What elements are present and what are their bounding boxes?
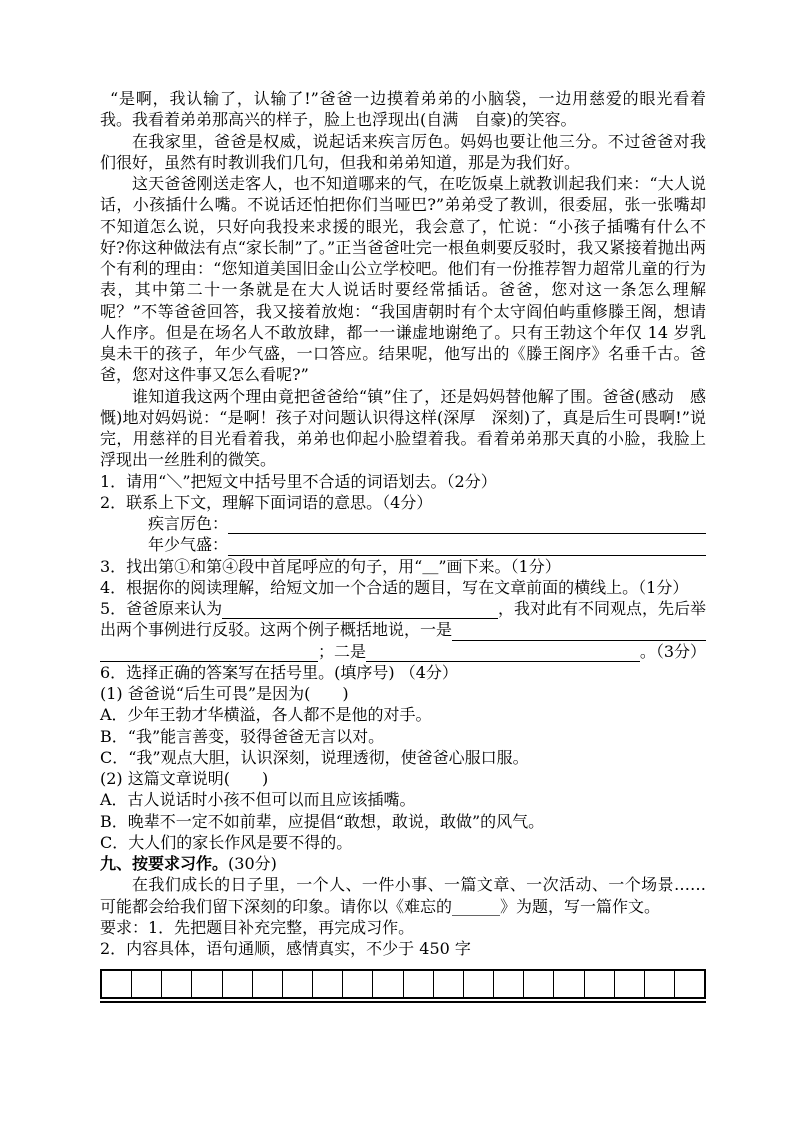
question-6-1-option-a: A．少年王勃才华横溢，各人都不是他的对手。 [100, 705, 432, 725]
section-9-requirement-2: 2．内容具体，语句通顺，感情真实，不少于 450 字 [100, 939, 471, 958]
question-5-text: 出两个事例进行反驳。这两个例子概括地说，一是 [100, 620, 453, 640]
grid-cell[interactable] [102, 971, 132, 997]
grid-cell[interactable] [524, 971, 554, 997]
term-label: 疾言厉色： [148, 514, 229, 533]
composition-writing-grid [100, 969, 706, 1003]
question-6-1-option-c: C．“我”观点大胆，认识深刻，说理透彻，使爸爸心服口服。 [100, 747, 529, 767]
grid-cell[interactable] [434, 971, 464, 997]
grid-cell[interactable] [464, 971, 494, 997]
grid-cell[interactable] [404, 971, 434, 997]
question-6-1-stem: (1) 爸爸说“后生可畏”是因为( ) [100, 684, 349, 703]
question-5-line-2 [100, 619, 706, 640]
passage-paragraph-3: 这天爸爸刚送走客人，也不知道哪来的气，在吃饭桌上就教训起我们来：“大人说话，小孩插什么嘴。不说话还怕把你们当哑巴?”弟弟受了教训，很委屈，张一张嘴却不知道怎么说，只好向我投来求援的眼光，我会意了，忙说：“小孩子插嘴有什么不好?你这种做法有点“家长制”了。”正当爸爸吐完一根鱼刺要反驳时，我又紧接着抛出两个有利的理由：“您知道美国旧金山公立学校吧。他们有一份推荐智力超常儿童的行为表，其中第二十一条就是在大人说话时要经常插话。爸爸，您对这一条怎么理解呢？”不等爸爸回答，我又接着放炮：“我国唐朝时有个太守阎伯屿重修滕王阁，想请人作序。但是在场名人不敢放肆，都一一谦虚地谢绝了。只有王勃这个年仅 14 岁乳臭未干的孩子，年少气盛，一口答应。结果呢，他写出的《滕王阁序》名垂千古。爸爸，您对这件事又怎么看呢?” [100, 174, 706, 385]
writing-grid-next-row-edge [100, 999, 706, 1003]
grid-cell[interactable] [283, 971, 313, 997]
grid-cell[interactable] [494, 971, 524, 997]
section-9-requirement-1: 要求：1．先把题目补充完整，再完成习作。 [100, 917, 415, 937]
question-3: 3．找出第①和第④段中首尾呼应的句子，用“＿”画下来。（1分） [100, 556, 561, 576]
question-1: 1．请用“＼”把短文中括号里不合适的词语划去。（2分） [100, 471, 497, 491]
question-5-line-1 [100, 598, 706, 619]
answer-blank[interactable] [222, 598, 498, 619]
question-6-1-option-b: B．“我”能言善变，驳得爸爸无言以对。 [100, 726, 385, 746]
answer-blank[interactable] [452, 619, 706, 640]
section-9-score: (30分) [228, 854, 277, 873]
grid-cell[interactable] [223, 971, 253, 997]
grid-cell[interactable] [192, 971, 222, 997]
passage-paragraph-2: 在我家里，爸爸是权威，说起话来疾言厉色。妈妈也要让他三分。不过爸爸对我们很好，虽然有时教训我们几句，但我和弟弟知道，那是为我们好。 [100, 131, 706, 172]
grid-cell[interactable] [343, 971, 373, 997]
passage-paragraph-1: “是啊，我认输了，认输了!”爸爸一边摸着弟弟的小脑袋，一边用慈爱的眼光看着我。我看着弟弟那高兴的样子，脸上也浮现出(自满 自豪)的笑容。 [100, 89, 706, 130]
question-4: 4．根据你的阅读理解，给短文加一个合适的题目，写在文章前面的横线上。（1分） [100, 577, 689, 597]
question-5-text: 。（3分） [639, 641, 706, 661]
answer-blank[interactable] [228, 534, 706, 555]
grid-cell[interactable] [554, 971, 584, 997]
page-content [100, 88, 706, 1003]
passage-paragraph-4: 谁知道我这两个理由竟把爸爸给“镇”住了，还是妈妈替他解了围。爸爸(感动 感慨)地对妈妈说：“是啊！孩子对问题认识得这样(深厚 深刻)了，真是后生可畏啊!”说完，用慈祥的目光看着我，弟弟也仰起小脸望着我。看着弟弟那天真的小脸，我脸上浮现出一丝胜利的微笑。 [100, 386, 706, 470]
question-2-term-1 [100, 513, 706, 534]
question-6-2-option-c: C．大人们的家长作风是要不得的。 [100, 832, 353, 852]
question-6-2-option-b: B．晚辈不一定不如前辈，应提倡“敢想，敢说，敢做”的风气。 [100, 811, 545, 831]
question-5-text: ，我对此有不同观点，先后举 [497, 599, 706, 618]
question-6-2-option-a: A．古人说话时小孩不但可以而且应该插嘴。 [100, 790, 416, 810]
section-9-heading [100, 853, 706, 874]
grid-cell[interactable] [675, 971, 704, 997]
grid-cell[interactable] [132, 971, 162, 997]
question-2: 2．联系上下文，理解下面词语的意思。（4分） [100, 492, 433, 512]
grid-cell[interactable] [162, 971, 192, 997]
question-5-text: 5．爸爸原来认为 [100, 599, 223, 618]
question-2-term-2 [100, 534, 706, 555]
grid-cell[interactable] [373, 971, 403, 997]
answer-blank[interactable] [100, 641, 318, 662]
question-5-line-3 [100, 641, 706, 662]
grid-cell[interactable] [585, 971, 615, 997]
grid-cell[interactable] [313, 971, 343, 997]
grid-cell[interactable] [253, 971, 283, 997]
writing-grid-row [100, 969, 706, 999]
answer-blank[interactable] [228, 513, 706, 534]
grid-cell[interactable] [645, 971, 675, 997]
answer-blank[interactable] [366, 641, 640, 662]
term-label: 年少气盛： [148, 535, 229, 555]
question-6: 6．选择正确的答案写在括号里。(填序号) （4分） [100, 662, 458, 682]
grid-cell[interactable] [615, 971, 645, 997]
question-6-2-stem: (2) 这篇文章说明( ) [100, 769, 269, 788]
section-9-prompt: 在我们成长的日子里，一个人、一件小事、一篇文章、一次活动、一个场景……可能都会给我们留下深刻的印象。请你以《难忘的______》为题，写一篇作文。 [100, 875, 706, 916]
question-5-text: ；二是 [318, 641, 367, 661]
section-9-title: 九、按要求习作。 [100, 854, 229, 873]
